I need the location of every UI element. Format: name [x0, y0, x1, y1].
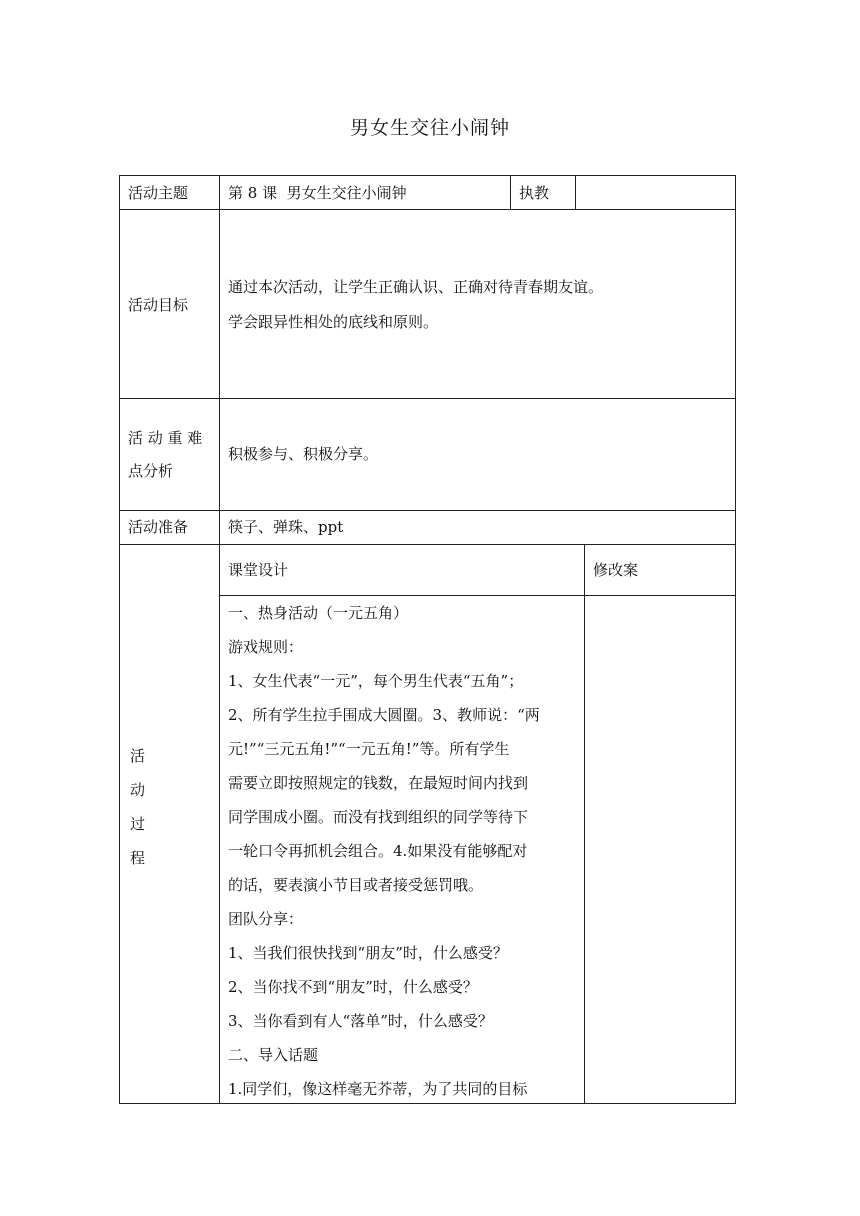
design-line: 团队分享：	[228, 910, 304, 928]
design-line: 同学围成小圈。而没有找到组织的同学等待下	[228, 808, 529, 826]
goal-line: 学会跟异性相处的底线和原则。	[228, 313, 439, 331]
design-line: 1、当我们很快找到“朋友”时，什么感受？	[228, 944, 508, 962]
row-divider	[119, 510, 736, 511]
goal-label: 活动目标	[128, 296, 189, 314]
design-line: 一轮口令再抓机会组合。4.如果没有能够配对	[228, 842, 528, 860]
teacher-value-divider	[575, 175, 576, 210]
design-line: 元!”“三元五角!”“一元五角!”等。所有学生	[228, 740, 510, 758]
theme-label: 活动主题	[128, 184, 189, 202]
design-line: 二、导入话题	[228, 1046, 319, 1064]
row-divider	[119, 544, 736, 545]
key-points-label: 点分析	[128, 462, 174, 480]
design-line: 2、所有学生拉手围成大圆圈。3、教师说：“两	[228, 706, 540, 724]
table-border-top	[119, 175, 736, 176]
theme-value: 第 8 课 男女生交往小闹钟	[228, 184, 407, 202]
label-column-divider	[219, 175, 220, 1104]
prep-label: 活动准备	[128, 518, 189, 536]
design-line: 2、当你找不到“朋友”时，什么感受？	[228, 978, 478, 996]
row-divider	[119, 398, 736, 399]
document-title: 男女生交往小闹钟	[349, 117, 510, 139]
key-points-label: 活 动 重 难	[128, 429, 203, 447]
key-points-value: 积极参与、积极分享。	[228, 445, 379, 463]
prep-value: 筷子、弹珠、ppt	[228, 518, 344, 536]
design-header: 课堂设计	[228, 561, 289, 579]
table-border-left	[119, 175, 120, 1104]
design-content	[228, 596, 580, 1106]
revise-column-divider	[584, 544, 585, 1104]
design-line: 的话，要表演小节目或者接受惩罚哦。	[228, 876, 484, 894]
design-line: 游戏规则：	[228, 638, 304, 656]
design-line: 1.同学们，像这样毫无芥蒂，为了共同的目标	[228, 1080, 528, 1098]
teacher-label-divider	[510, 175, 511, 210]
process-label-char: 动	[130, 781, 146, 799]
revise-header: 修改案	[593, 561, 639, 579]
process-label-char: 程	[130, 849, 146, 867]
design-line: 1、女生代表“一元”，每个男生代表“五角”；	[228, 672, 524, 690]
process-label-char: 活	[130, 747, 146, 765]
teacher-label: 执教	[519, 184, 550, 202]
design-line: 一、热身活动（一元五角）	[228, 604, 409, 622]
table-border-right	[735, 175, 736, 1104]
process-label-char: 过	[130, 815, 146, 833]
row-divider	[119, 209, 736, 210]
goal-line: 通过本次活动，让学生正确认识、正确对待青春期友谊。	[228, 278, 604, 296]
design-line: 3、当你看到有人“落单”时，什么感受？	[228, 1012, 493, 1030]
design-line: 需要立即按照规定的钱数，在最短时间内找到	[228, 774, 529, 792]
